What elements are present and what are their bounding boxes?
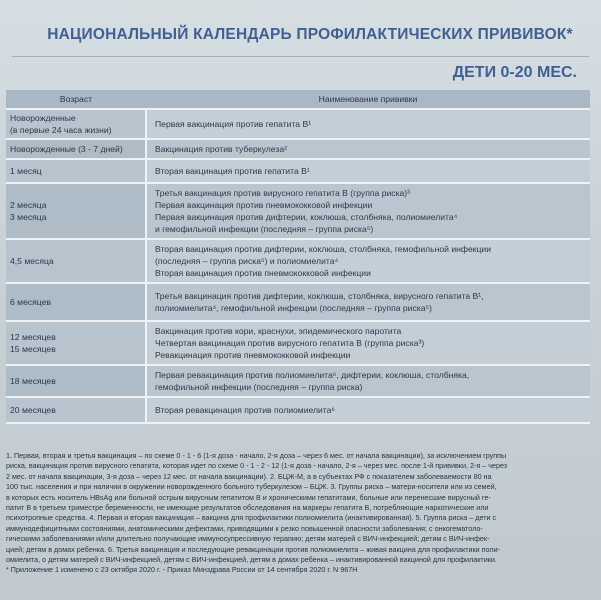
vaccine-cell: [146, 159, 590, 183]
table-body: [6, 109, 590, 423]
table-row: [6, 109, 590, 139]
age-range-subtitle: ДЕТИ 0-20 МЕС.: [452, 64, 577, 81]
vaccine-text: Вторая ревакцинация против полиомиелита⁶: [155, 405, 335, 415]
footnote-line: психотропные средства. 4. Первая и вторая вакцинация – вакцина для профилактики полиомиелита (инактивированная). 5. Группа риска – дети с: [6, 513, 497, 523]
vaccine-text: Первая вакцинация против гепатита В¹: [155, 119, 312, 129]
table-row: [6, 397, 590, 423]
footnote-line: * Приложение 1 изменено с 23 октября 2020 г. - Приказ Минздрава России от 14 сентября 2020 г. N 967Н: [6, 565, 358, 575]
vaccine-text: полиомиелита⁴, гемофильной инфекции (последняя – группа риска⁵): [155, 303, 432, 313]
age-cell: [6, 321, 146, 365]
vaccine-text: Четвертая вакцинация против вирусного гепатита В (группа риска³): [155, 338, 425, 348]
vaccine-cell: [146, 365, 590, 397]
age-cell: [6, 397, 146, 423]
vaccine-text: Вторая вакцинация против пневмококковой инфекции: [155, 268, 371, 278]
table-row: [6, 365, 590, 397]
age-text: 1 месяц: [10, 166, 42, 176]
age-cell: [6, 109, 146, 139]
footnote-line: 2 мес. от начала вакцинации, 3-я доза – через 12 мес. от начала вакцинации). 2. БЦЖ-М, а в субъектах РФ с показателем заболеваемости 80 на: [6, 471, 492, 481]
age-text: 2 месяца: [10, 200, 47, 210]
age-text: 20 месяцев: [10, 405, 56, 415]
footnote-line: 1. Первая, вторая и третья вакцинация – по схеме 0 - 1 - 6 (1-я доза - начало, 2-я доза – через 6 мес. от начала вакцинации), за исключением группы: [6, 451, 507, 460]
age-text: 6 месяцев: [10, 297, 51, 307]
footnote-line: риска, вакцинация против вирусного гепатита, которая идет по схеме 0 - 1 - 2 - 12 (1-я доза - начало, 2-я – через мес. после 1-й прививки, 2-я – через: [6, 461, 508, 471]
table-row: [6, 321, 590, 365]
table-row: [6, 283, 590, 321]
vaccine-cell: [146, 109, 590, 139]
title-divider: [12, 56, 589, 57]
footnote-line: иммунодефицитными состояниями, анатомическими дефектами, приводящими к резко повышенной опасности заболевания; с онкогематоло-: [6, 523, 483, 533]
column-header-age: Возраст: [6, 90, 146, 109]
footnote-line: цией; детям в домах ребенка. 6. Третья вакцинация и последующие ревакцинации против полиомиелита – живая вакцина для профилактики поли-: [6, 544, 500, 554]
footnotes: [6, 451, 592, 576]
age-cell: [6, 183, 146, 239]
vaccine-text: Первая ревакцинация против полиомиелита⁶, дифтерии, коклюша, столбняка,: [155, 370, 470, 380]
age-text: (в первые 24 часа жизни): [10, 125, 112, 135]
vaccine-text: Вторая вакцинация против гепатита В¹: [155, 166, 310, 176]
age-text: Новорожденные (3 - 7 дней): [10, 144, 123, 154]
vaccine-text: (последняя – группа риска⁵) и полиомиелита⁴: [155, 256, 339, 266]
vaccine-cell: [146, 283, 590, 321]
column-header-vaccine: Наименование прививки: [146, 90, 590, 109]
vaccine-text: Первая вакцинация против дифтерии, коклюша, столбняка, полиомиелита⁴: [155, 212, 458, 222]
age-text: 18 месяцев: [10, 376, 56, 386]
age-text: 15 месяцев: [10, 344, 56, 354]
vaccine-cell: [146, 139, 590, 159]
vaccine-text: Вакцинация против туберкулеза²: [155, 144, 287, 154]
age-cell: [6, 283, 146, 321]
table-row: [6, 239, 590, 283]
age-cell: [6, 365, 146, 397]
vaccine-text: гемофильной инфекции (последняя – группа риска): [155, 382, 363, 392]
page-title: НАЦИОНАЛЬНЫЙ КАЛЕНДАРЬ ПРОФИЛАКТИЧЕСКИХ ПРИВИВОК*: [47, 26, 573, 43]
vaccine-text: Вторая вакцинация против дифтерии, коклюша, столбняка, гемофильной инфекции: [155, 244, 492, 254]
table-row: [6, 139, 590, 159]
age-text: 12 месяцев: [10, 332, 56, 342]
table-row: [6, 183, 590, 239]
vaccine-cell: [146, 321, 590, 365]
footnote-line: в которых есть носитель HBsAg или больной острым вирусным гепатитом В и хроническими гепатитами, больные или перенесшие вирусный ге-: [6, 492, 491, 502]
footnote-line: гическими заболеваниями и/или длительно получающие иммуносупрессивную терапию; детям матерей с ВИЧ-инфекцией; детям с ВИЧ-инфек-: [6, 534, 490, 544]
vaccination-schedule-table: [6, 90, 590, 424]
footnote-line: патит В в третьем триместре беременности, не имеющие результатов обследования на маркеры гепатита В, потребляющие наркотические или: [6, 503, 489, 513]
vaccine-text: Ревакцинация против пневмококковой инфекции: [155, 350, 351, 360]
footnote-line: 100 тыс. населения и при наличии в окружении новорожденного больного туберкулезом – БЦЖ. 3. Группы риска – матери-носители или из семей,: [6, 482, 497, 492]
vaccine-cell: [146, 183, 590, 239]
age-text: Новорожденные: [10, 113, 76, 123]
table-row: [6, 159, 590, 183]
vaccine-text: и гемофильной инфекции (последняя – группа риска⁵): [155, 224, 374, 234]
table-header-row: [6, 90, 590, 109]
vaccine-text: Первая вакцинация против пневмококковой инфекции: [155, 200, 373, 210]
vaccine-text: Третья вакцинация против дифтерии, коклюша, столбняка, вирусного гепатита В¹,: [155, 291, 484, 301]
vaccine-text: Вакцинация против кори, краснухи, эпидемического паротита: [155, 326, 402, 336]
age-cell: [6, 239, 146, 283]
vaccine-cell: [146, 239, 590, 283]
age-cell: [6, 139, 146, 159]
age-text: 4,5 месяца: [10, 256, 54, 266]
vaccine-text: Третья вакцинация против вирусного гепатита В (группа риска)³: [155, 188, 411, 198]
age-text: 3 месяца: [10, 212, 47, 222]
footnote-line: омиелита, о детям матерей с ВИЧ-инфекцией, детям с ВИЧ-инфекцией, детям в домах ребенка – инактивированной вакциной для профилактики.: [6, 555, 497, 565]
age-cell: [6, 159, 146, 183]
vaccine-cell: [146, 397, 590, 423]
